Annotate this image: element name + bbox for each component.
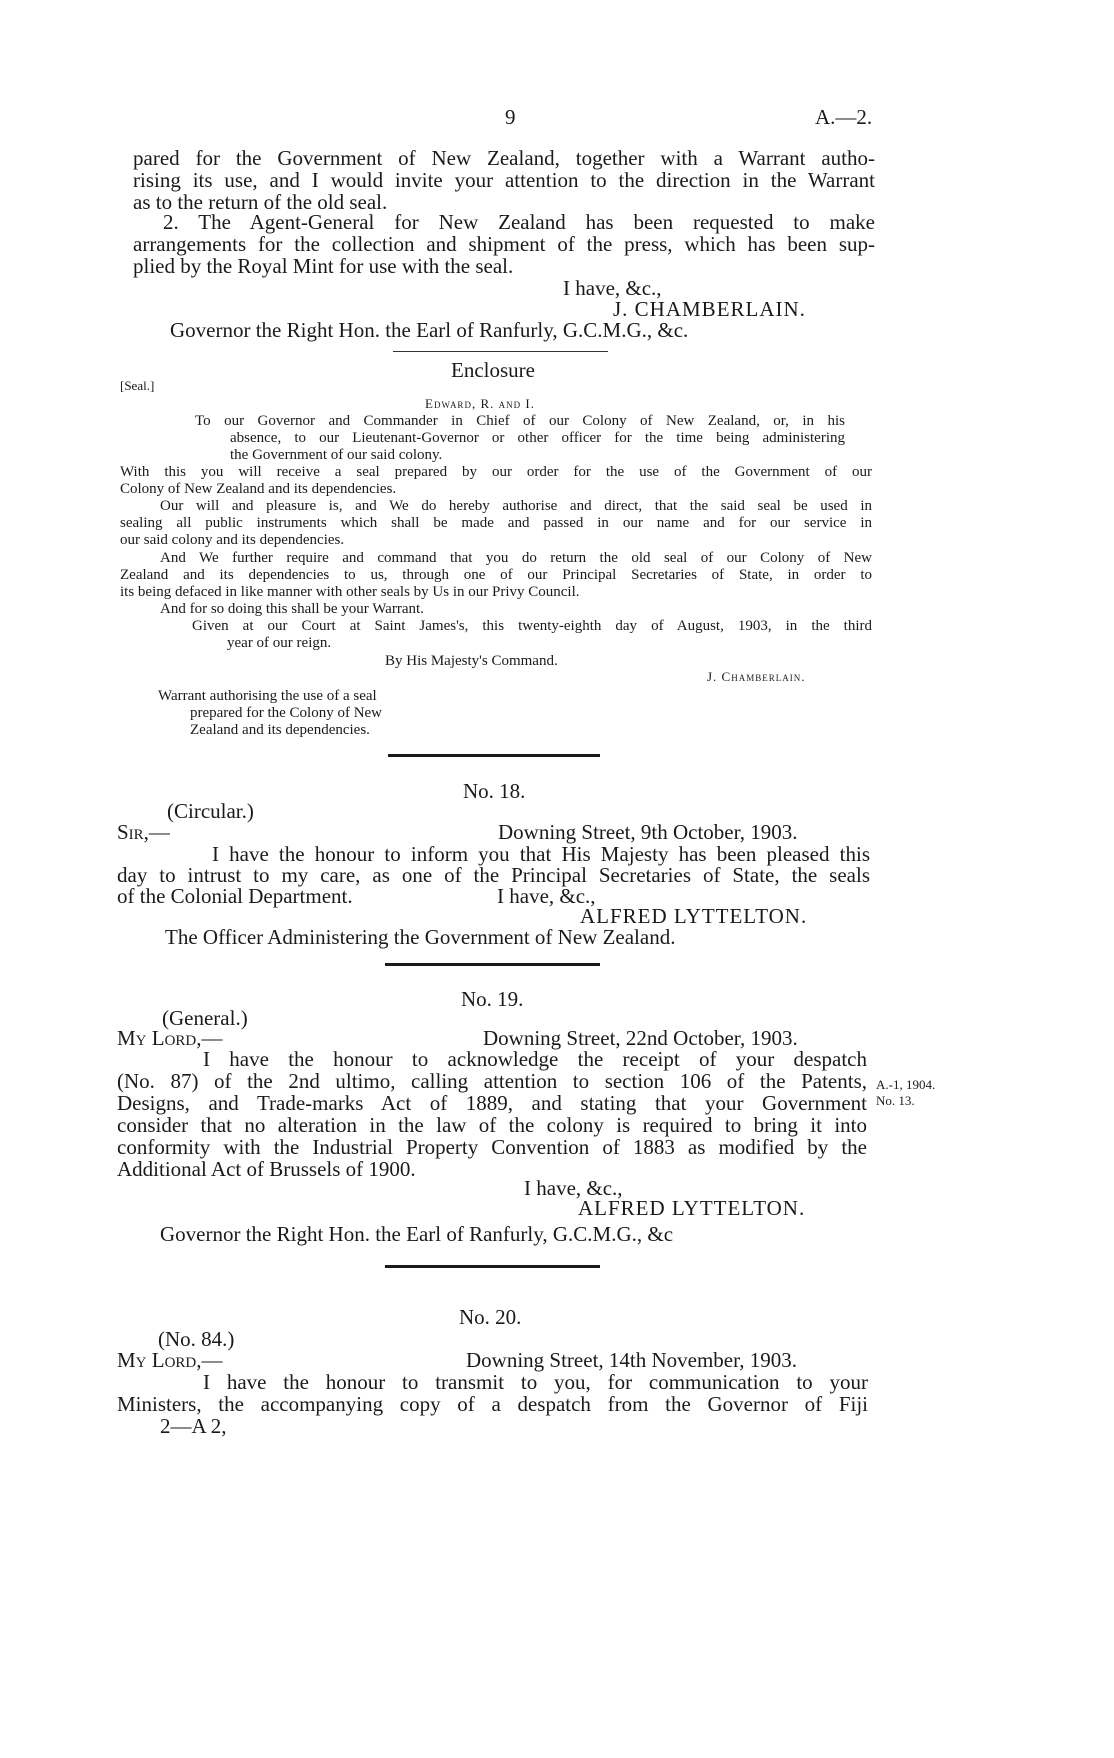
addressee: The Officer Administering the Government of New Zealand. xyxy=(165,925,676,949)
address-line: the Government of our said colony. xyxy=(230,447,443,463)
body-line: consider that no alteration in the law of the colony is required to bring it into xyxy=(117,1113,867,1137)
section-heading: No. 20. xyxy=(459,1305,522,1329)
body-line: rising its use, and I would invite your attention to the direction in the Warrant xyxy=(133,168,875,192)
section-heading: No. 19. xyxy=(461,987,524,1011)
body-line: I have the honour to inform you that His Majesty has been pleased this xyxy=(212,842,870,866)
section-rule xyxy=(385,963,600,966)
body-line: I have the honour to transmit to you, for communication to your xyxy=(203,1370,868,1394)
warrant-line: our said colony and its dependencies. xyxy=(120,532,345,548)
command-line: By His Majesty's Command. xyxy=(385,653,558,669)
document-reference: A.—2. xyxy=(815,105,873,129)
closing: I have, &c., xyxy=(524,1176,623,1200)
dateline: Downing Street, 22nd October, 1903. xyxy=(483,1026,798,1050)
body-line: of the Colonial Department. xyxy=(117,884,353,908)
signature: ALFRED LYTTELTON. xyxy=(580,904,808,928)
signature-mark: 2—A 2, xyxy=(160,1414,227,1438)
divider xyxy=(393,351,608,352)
addressee: Governor the Right Hon. the Earl of Ranfurly, G.C.M.G., &c xyxy=(160,1222,674,1246)
page-number: 9 xyxy=(505,105,516,129)
body-line: conformity with the Industrial Property Convention of 1883 as modified by the xyxy=(117,1135,867,1159)
body-line: plied by the Royal Mint for use with the seal. xyxy=(133,254,514,278)
margin-reference: A.-1, 1904. xyxy=(876,1077,936,1092)
sovereign-line: Edward, R. and I. xyxy=(425,396,535,411)
section-rule xyxy=(388,754,600,757)
warrant-line: Zealand and its dependencies to us, through one of our Principal Secretaries of State, in order to xyxy=(120,567,872,583)
body-line: 2. The Agent-General for New Zealand has been requested to make xyxy=(163,210,875,234)
address-line: absence, to our Lieutenant-Governor or other officer for the time being administering xyxy=(230,430,845,446)
warrant-line: Given at our Court at Saint James's, this twenty-eighth day of August, 1903, in the third xyxy=(192,618,872,634)
warrant-note-line: prepared for the Colony of New xyxy=(190,705,383,721)
warrant-line: year of our reign. xyxy=(227,635,332,651)
margin-reference: No. 13. xyxy=(876,1093,915,1108)
closing: I have, &c., xyxy=(563,276,662,300)
signature: J. CHAMBERLAIN. xyxy=(613,297,806,321)
warrant-line: its being defaced in like manner with other seals by Us in our Privy Council. xyxy=(120,584,580,600)
salutation: My Lord,— xyxy=(117,1348,223,1372)
warrant-line: And for so doing this shall be your Warrant. xyxy=(160,601,424,617)
warrant-note-line: Zealand and its dependencies. xyxy=(190,722,370,738)
closing: I have, &c., xyxy=(497,884,596,908)
despatch-type: (General.) xyxy=(162,1006,248,1030)
dateline: Downing Street, 9th October, 1903. xyxy=(498,820,798,844)
warrant-note-line: Warrant authorising the use of a seal xyxy=(158,688,377,704)
seal-mark: [Seal.] xyxy=(120,378,155,393)
address-line: To our Governor and Commander in Chief of our Colony of New Zealand, or, in his xyxy=(195,413,845,429)
body-line: Designs, and Trade-marks Act of 1889, and stating that your Government xyxy=(117,1091,867,1115)
warrant-line: With this you will receive a seal prepared by our order for the use of the Government of our xyxy=(120,464,872,480)
body-line: (No. 87) of the 2nd ultimo, calling attention to section 106 of the Patents, xyxy=(117,1069,867,1093)
despatch-type: (No. 84.) xyxy=(158,1327,235,1351)
addressee: Governor the Right Hon. the Earl of Ranfurly, G.C.M.G., &c. xyxy=(170,318,689,342)
enclosure-heading: Enclosure xyxy=(451,358,535,382)
dateline: Downing Street, 14th November, 1903. xyxy=(466,1348,798,1372)
salutation: My Lord,— xyxy=(117,1026,223,1050)
body-line: Ministers, the accompanying copy of a despatch from the Governor of Fiji xyxy=(117,1392,868,1416)
body-line: pared for the Government of New Zealand, together with a Warrant autho- xyxy=(133,146,875,170)
signature: ALFRED LYTTELTON. xyxy=(578,1196,806,1220)
warrant-line: And We further require and command that you do return the old seal of our Colony of New xyxy=(160,550,872,566)
salutation: Sir,— xyxy=(117,820,170,844)
body-line: as to the return of the old seal. xyxy=(133,190,388,214)
despatch-type: (Circular.) xyxy=(167,799,254,823)
body-line: I have the honour to acknowledge the receipt of your despatch xyxy=(203,1047,867,1071)
body-line: Additional Act of Brussels of 1900. xyxy=(117,1157,416,1181)
body-line: arrangements for the collection and shipment of the press, which has been sup- xyxy=(133,232,875,256)
section-heading: No. 18. xyxy=(463,779,526,803)
warrant-line: Colony of New Zealand and its dependencies. xyxy=(120,481,397,497)
warrant-line: sealing all public instruments which shall be made and passed in our name and for our service in xyxy=(120,515,872,531)
warrant-line: Our will and pleasure is, and We do hereby authorise and direct, that the said seal be used in xyxy=(160,498,872,514)
body-line: day to intrust to my care, as one of the Principal Secretaries of State, the seals xyxy=(117,863,870,887)
enclosure-signature: J. Chamberlain. xyxy=(707,669,806,684)
section-rule xyxy=(385,1265,600,1268)
